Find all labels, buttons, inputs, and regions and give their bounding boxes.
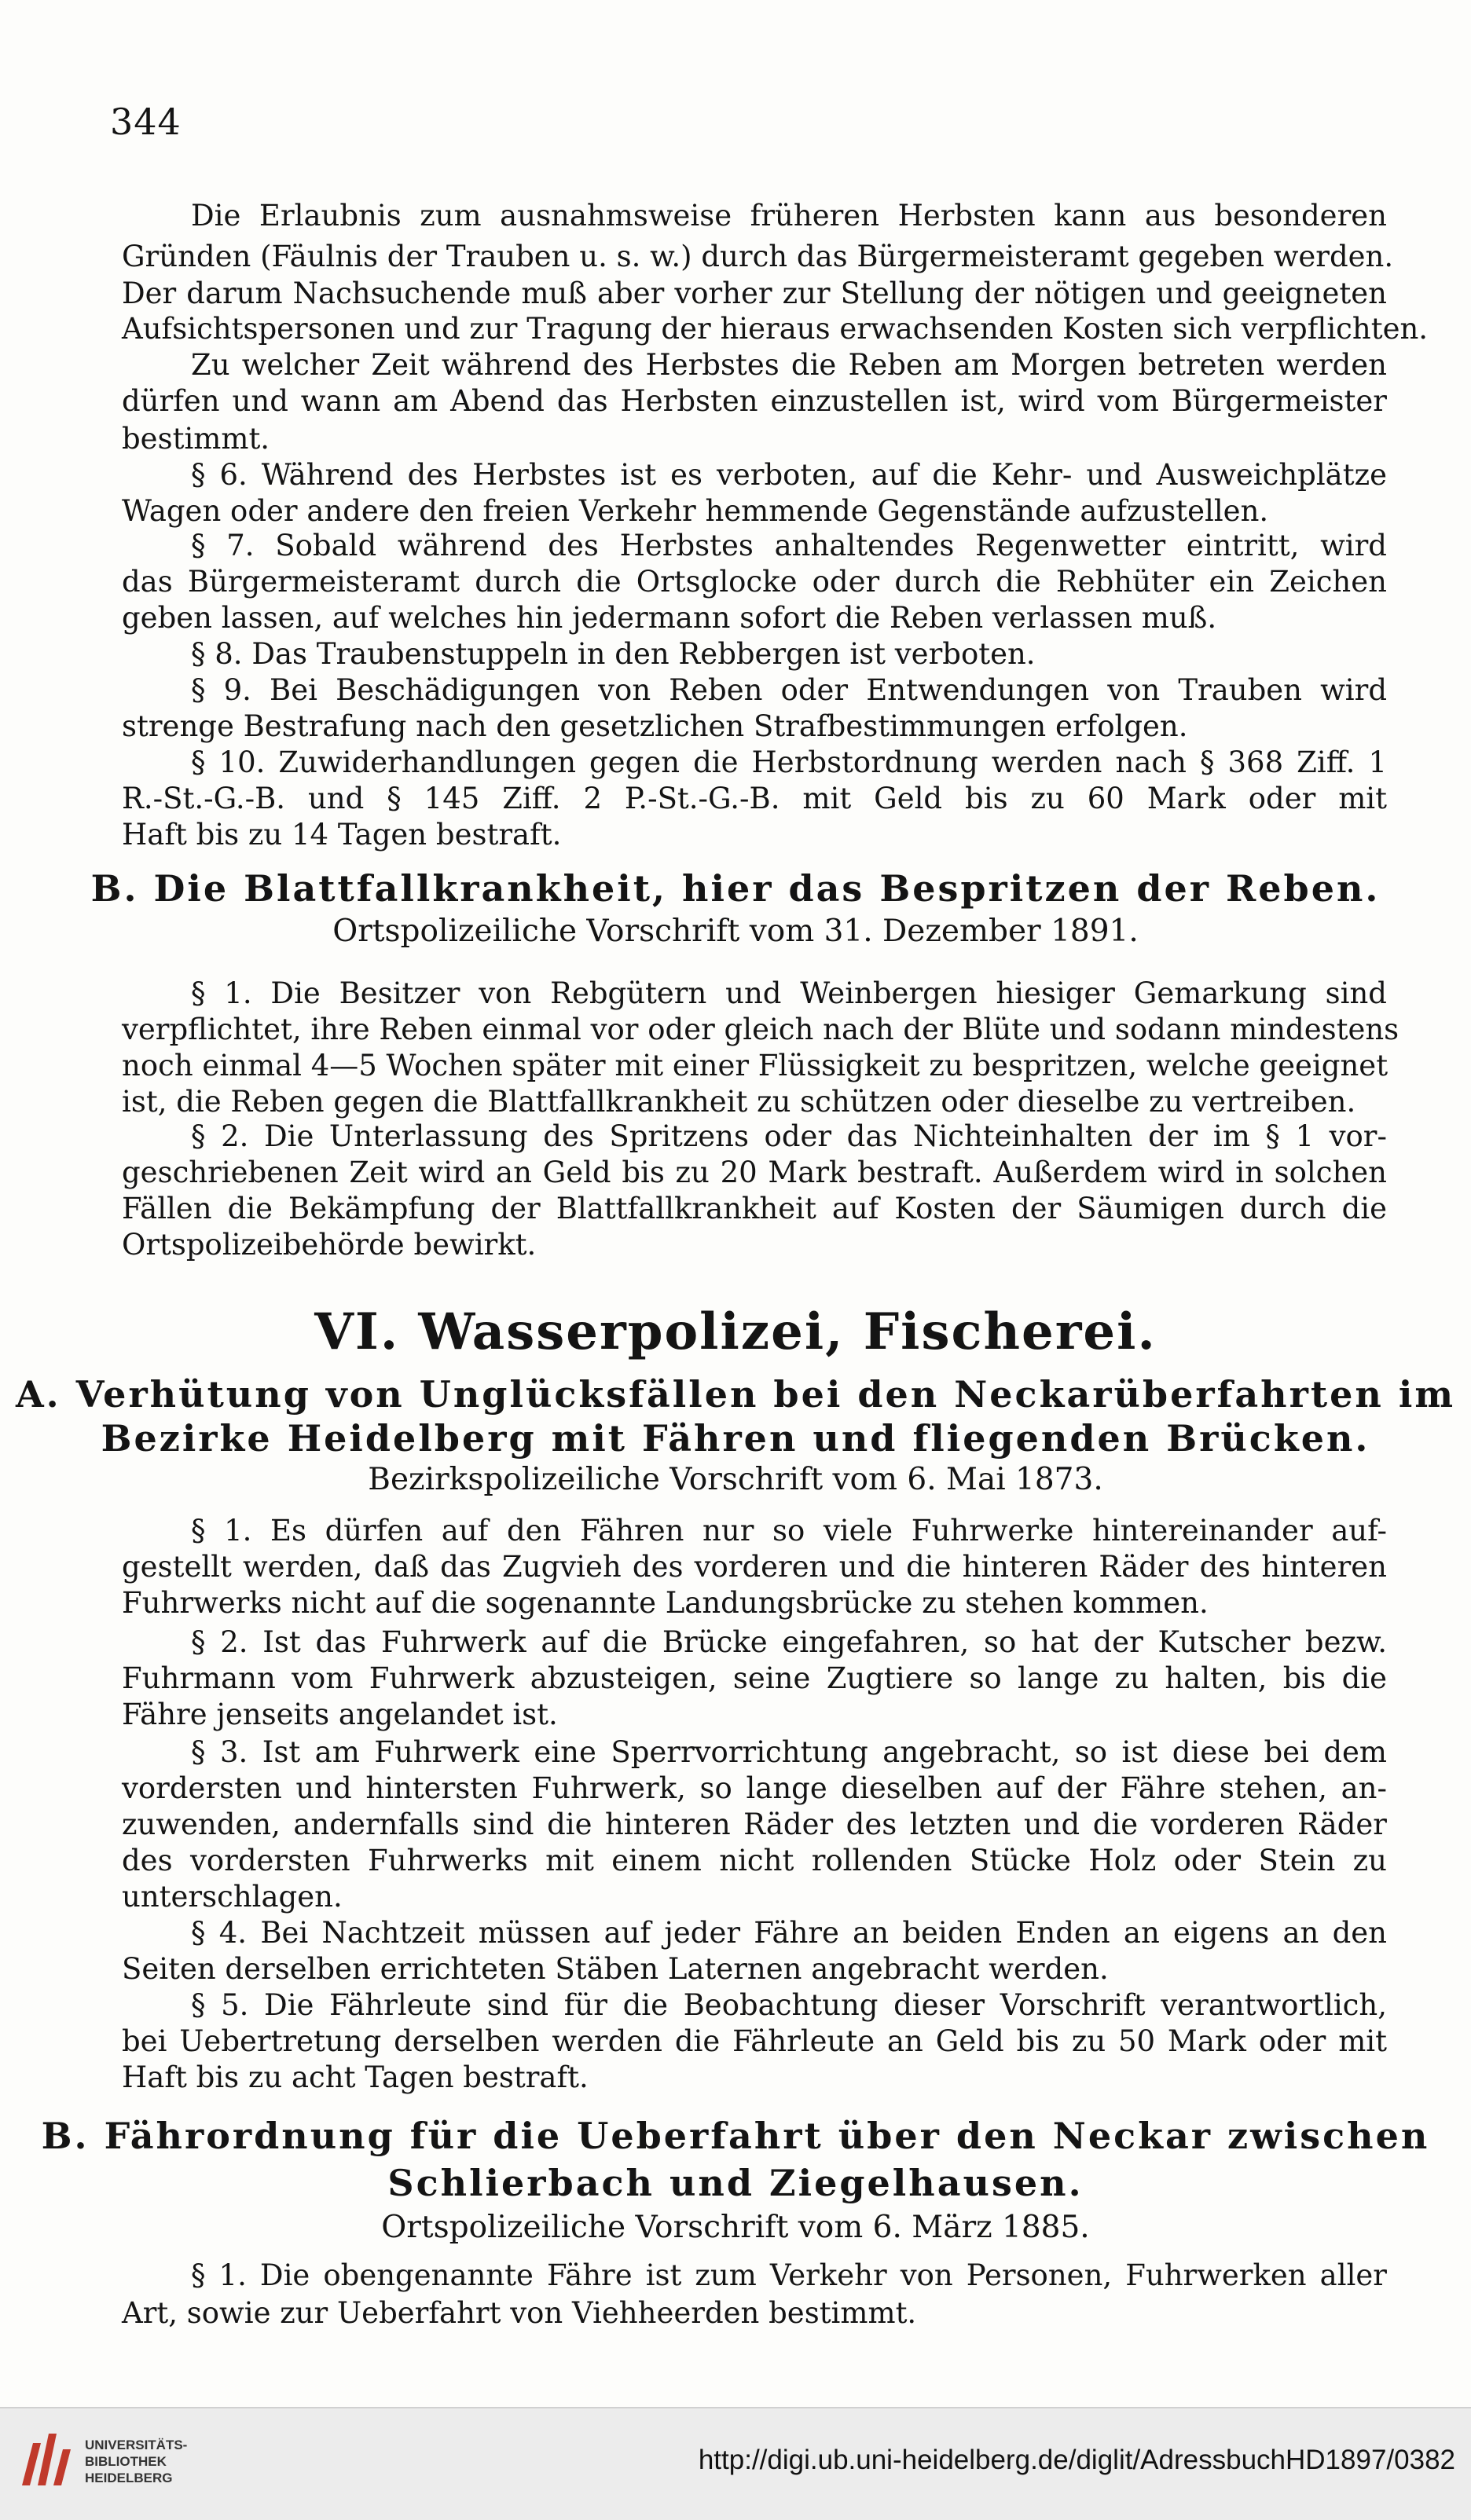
library-name-line: UNIVERSITÄTS- xyxy=(85,2438,188,2452)
section-heading: Bezirke Heidelberg mit Fähren und fliegenden Brücken. xyxy=(101,1417,1370,1460)
text-line: Fuhrwerks nicht auf die sogenannte Landungsbrücke zu stehen kommen. xyxy=(122,1586,1209,1620)
library-name-line: HEIDELBERG xyxy=(85,2471,173,2485)
library-name xyxy=(85,2437,187,2486)
text-line: bei Uebertretung derselben werden die Fährleute an Geld bis zu 50 Mark oder mit xyxy=(122,2024,1387,2058)
text-line: vordersten und hintersten Fuhrwerk, so lange dieselben auf der Fähre stehen, an- xyxy=(122,1771,1387,1805)
text-line: Art, sowie zur Ueberfahrt von Viehheerden bestimmt. xyxy=(122,2296,917,2330)
text-line: Haft bis zu acht Tagen bestraft. xyxy=(122,2060,589,2094)
text-line: Der darum Nachsuchende muß aber vorher zur Stellung der nötigen und geeigneten xyxy=(122,277,1387,310)
section-heading: B. Die Blattfallkrankheit, hier das Bespritzen der Reben. xyxy=(90,867,1381,910)
text-line: bestimmt. xyxy=(122,422,270,456)
text-line: § 5. Die Fährleute sind für die Beobachtung dieser Vorschrift verantwortlich, xyxy=(191,1988,1387,2022)
section-heading: Ortspolizeiliche Vorschrift vom 31. Dezember 1891. xyxy=(332,914,1139,949)
text-line: § 7. Sobald während des Herbstes anhaltendes Regenwetter eintritt, wird xyxy=(191,529,1387,562)
library-name-line: BIBLIOTHEK xyxy=(85,2454,167,2469)
section-heading: VI. Wasserpolizei, Fischerei. xyxy=(314,1302,1157,1361)
text-line: Fuhrmann vom Fuhrwerk abzusteigen, seine Zugtiere so lange zu halten, bis die xyxy=(122,1661,1387,1695)
text-line: ist, die Reben gegen die Blattfallkrankheit zu schützen oder dieselbe zu vertreiben. xyxy=(122,1085,1356,1119)
text-line: R.-St.-G.-B. und § 145 Ziff. 2 P.-St.-G.-B. mit Geld bis zu 60 Mark oder mit xyxy=(122,782,1387,815)
text-line: Zu welcher Zeit während des Herbstes die Reben am Morgen betreten werden xyxy=(191,348,1387,382)
text-line: § 6. Während des Herbstes ist es verboten, auf die Kehr- und Ausweichplätze xyxy=(191,458,1387,492)
text-line: Aufsichtspersonen und zur Tragung der hieraus erwachsenden Kosten sich verpflichten. xyxy=(122,312,1429,346)
footer-bar xyxy=(0,2407,1471,2520)
text-line: unterschlagen. xyxy=(122,1880,343,1914)
text-line: dürfen und wann am Abend das Herbsten einzustellen ist, wird vom Bürgermeister xyxy=(122,384,1387,418)
text-line: Die Erlaubnis zum ausnahmsweise früheren Herbsten kann aus besonderen xyxy=(191,199,1387,233)
section-heading: Schlierbach und Ziegelhausen. xyxy=(387,2162,1084,2204)
section-heading: Bezirkspolizeiliche Vorschrift vom 6. Mai 1873. xyxy=(368,1462,1103,1497)
text-line: § 8. Das Traubenstuppeln in den Rebbergen ist verboten. xyxy=(191,637,1036,671)
text-line: Seiten derselben errichteten Stäben Laternen angebracht werden. xyxy=(122,1952,1109,1986)
section-heading: Ortspolizeiliche Vorschrift vom 6. März 1885. xyxy=(381,2210,1090,2245)
text-line: § 9. Bei Beschädigungen von Reben oder Entwendungen von Trauben wird xyxy=(191,673,1387,707)
text-line: § 4. Bei Nachtzeit müssen auf jeder Fähre an beiden Enden an eigens an den xyxy=(191,1916,1387,1950)
section-heading: A. Verhütung von Unglücksfällen bei den Neckarüberfahrten im xyxy=(15,1373,1455,1416)
text-line: des vordersten Fuhrwerks mit einem nicht rollenden Stücke Holz oder Stein zu xyxy=(122,1844,1387,1877)
text-line: zuwenden, andernfalls sind die hinteren Räder des letzten und die vorderen Räder xyxy=(122,1808,1387,1841)
text-line: Fähre jenseits angelandet ist. xyxy=(122,1698,558,1731)
page-number: 344 xyxy=(110,101,182,143)
text-line: Fällen die Bekämpfung der Blattfallkrankheit auf Kosten der Säumigen durch die xyxy=(122,1192,1387,1225)
text-line: geschriebenen Zeit wird an Geld bis zu 20 Mark bestraft. Außerdem wird in solchen xyxy=(122,1156,1387,1189)
text-line: Gründen (Fäulnis der Trauben u. s. w.) durch das Bürgermeisteramt gegeben werden. xyxy=(122,240,1394,273)
section-heading: B. Fährordnung für die Ueberfahrt über den Neckar zwischen xyxy=(41,2115,1430,2157)
text-line: noch einmal 4—5 Wochen später mit einer Flüssigkeit zu bespritzen, welche geeignet xyxy=(122,1049,1388,1082)
text-line: Ortspolizeibehörde bewirkt. xyxy=(122,1228,537,1262)
text-line: gestellt werden, daß das Zugvieh des vorderen und die hinteren Räder des hinteren xyxy=(122,1550,1387,1584)
library-logo-icon xyxy=(17,2427,80,2490)
text-line: § 3. Ist am Fuhrwerk eine Sperrvorrichtung angebracht, so ist diese bei dem xyxy=(191,1735,1387,1769)
source-url-link[interactable]: http://digi.ub.uni-heidelberg.de/diglit/AdressbuchHD1897/0382 xyxy=(698,2445,1455,2475)
text-line: verpflichtet, ihre Reben einmal vor oder gleich nach der Blüte und sodann mindestens xyxy=(122,1013,1399,1046)
text-line: Haft bis zu 14 Tagen bestraft. xyxy=(122,818,562,852)
text-line: geben lassen, auf welches hin jedermann sofort die Reben verlassen muß. xyxy=(122,601,1217,635)
text-line: das Bürgermeisteramt durch die Ortsglocke oder durch die Rebhüter ein Zeichen xyxy=(122,565,1387,599)
text-line: § 2. Ist das Fuhrwerk auf die Brücke eingefahren, so hat der Kutscher bezw. xyxy=(191,1625,1387,1659)
footer-divider xyxy=(0,2407,1471,2408)
text-line: § 1. Die Besitzer von Rebgütern und Weinbergen hiesiger Gemarkung sind xyxy=(191,976,1387,1010)
text-line: strenge Bestrafung nach den gesetzlichen Strafbestimmungen erfolgen. xyxy=(122,709,1188,743)
text-line: Wagen oder andere den freien Verkehr hemmende Gegenstände aufzustellen. xyxy=(122,494,1269,528)
text-line: § 2. Die Unterlassung des Spritzens oder das Nichteinhalten der im § 1 vor- xyxy=(191,1119,1387,1153)
text-line: § 1. Die obengenannte Fähre ist zum Verkehr von Personen, Fuhrwerken aller xyxy=(191,2258,1387,2292)
text-line: § 1. Es dürfen auf den Fähren nur so viele Fuhrwerke hintereinander auf- xyxy=(191,1514,1387,1548)
text-line: § 10. Zuwiderhandlungen gegen die Herbstordnung werden nach § 368 Ziff. 1 xyxy=(191,745,1387,779)
